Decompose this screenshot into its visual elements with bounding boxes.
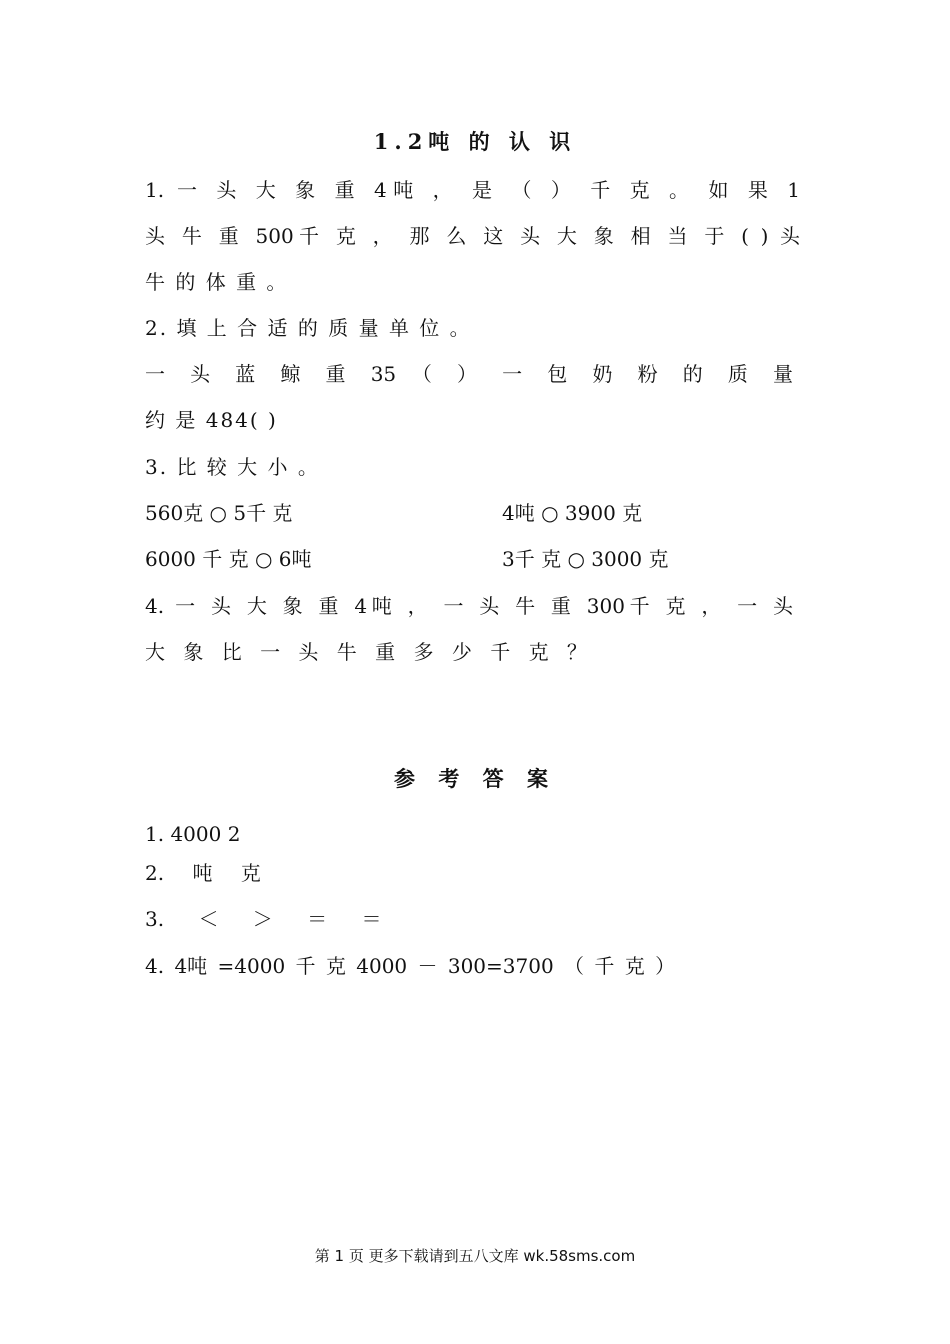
answer-4: 4. 4吨 =4000 千 克 4000 － 300=3700 （ 千 克 ） — [145, 954, 676, 978]
question-3-heading: 3. 比 较 大 小 。 — [145, 455, 320, 479]
answer-1: 1. 4000 2 — [145, 822, 241, 846]
answer-2: 2. 吨 克 — [145, 861, 261, 885]
compare-row-1-right: 4吨 ○ 3900 克 — [502, 501, 643, 525]
compare-row-1-left: 560克 ○ 5千 克 — [145, 501, 293, 525]
question-4-line-2: 大 象 比 一 头 牛 重 多 少 千 克 ？ — [145, 640, 593, 664]
question-1-line-2: 头 牛 重 500千 克 ， 那 么 这 头 大 象 相 当 于 ( ) 头 — [145, 224, 800, 248]
page-footer: 第 1 页 更多下载请到五八文库 wk.58sms.com — [314, 1247, 636, 1265]
question-2-heading: 2. 填 上 合 适 的 质 量 单 位 。 — [145, 316, 472, 340]
compare-row-2-right: 3千 克 ○ 3000 克 — [502, 547, 669, 571]
answers-title: 参 考 答 案 — [394, 766, 556, 791]
question-1-line-3: 牛 的 体 重 。 — [145, 270, 289, 294]
question-2-line-2: 约 是 484( ) — [145, 408, 278, 432]
question-2-line-1: 一 头 蓝 鲸 重 35 （ ） 一 包 奶 粉 的 质 量 — [145, 362, 793, 386]
page-title: 1.2吨 的 认 识 — [373, 129, 577, 154]
answer-3: 3. ＜ ＞ ＝ ＝ — [145, 907, 382, 931]
question-4-line-1: 4. 一 头 大 象 重 4吨 ， 一 头 牛 重 300千 克 ， 一 头 — [145, 594, 793, 618]
question-1-line-1: 1. 一 头 大 象 重 4吨 ， 是 （ ） 千 克 。 如 果 1 — [145, 178, 800, 202]
compare-row-2-left: 6000 千 克 ○ 6吨 — [145, 547, 312, 571]
